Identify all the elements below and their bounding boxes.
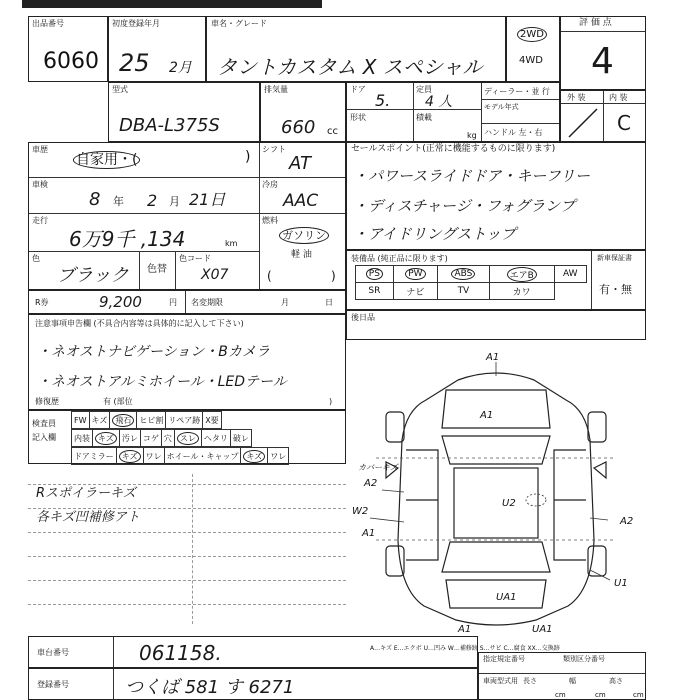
- first-registration-month: 2月: [169, 60, 192, 76]
- shaken-year: 8: [89, 189, 101, 210]
- color-label: 色: [32, 254, 40, 263]
- color-change-label: 色替: [147, 264, 167, 275]
- selling-points-label: セールスポイント(正常に機能するものに限ります): [351, 144, 556, 154]
- equip-pw: PW: [393, 266, 437, 283]
- warranty-label: 新車保証書: [597, 254, 632, 262]
- recycle-unit: 円: [169, 298, 177, 307]
- handle-label: ハンドル 左・右: [484, 128, 543, 137]
- selling-point-2: ・ディスチャージ・フォグランプ: [353, 197, 576, 215]
- wheel-rear-left: [386, 546, 404, 576]
- dealer-label: ディーラー・並 行: [484, 87, 550, 96]
- car-left-doors: [406, 450, 438, 560]
- mark-a1-hood: A1: [480, 410, 494, 421]
- selling-point-1: ・パワースライドドア・キーフリー: [353, 167, 591, 185]
- plate-number-row: [28, 668, 478, 700]
- shaken-day: 21日: [189, 190, 226, 209]
- height-label: 高さ: [609, 677, 623, 685]
- mileage-label: 走行: [32, 216, 48, 225]
- ac-value: AAC: [283, 191, 319, 211]
- insp-mirror-scratch: キズ: [116, 448, 143, 465]
- doors-value: 5.: [375, 91, 391, 110]
- insp-fw-scratch: キズ: [89, 412, 110, 429]
- insp-fw-repair: リペア跡: [166, 412, 203, 429]
- car-hood: [442, 390, 550, 428]
- insp-fw-chip: 飛石: [110, 412, 137, 429]
- displacement-unit: cc: [327, 126, 338, 137]
- color-value: ブラック: [57, 265, 129, 286]
- wheel-rear-right: [588, 546, 606, 576]
- drive-type-box: [506, 16, 560, 82]
- mark-ua1-rear: UA1: [532, 624, 553, 635]
- inspection-table: [71, 411, 222, 429]
- width-label: 幅: [569, 677, 576, 685]
- extras-label: 後日品: [351, 313, 375, 322]
- notes-box: [28, 314, 346, 410]
- insp-fw-crack: ヒビ割: [137, 412, 166, 429]
- car-outline: [398, 373, 594, 625]
- usage-label: 車歴: [32, 145, 48, 154]
- reference-box: [478, 652, 646, 700]
- color-code-label: 色コード: [179, 254, 211, 263]
- equip-airbag: エアB: [489, 266, 554, 283]
- length-label: 長さ: [523, 677, 537, 685]
- length-unit: cm: [555, 691, 566, 699]
- inspection-table-mirror: [71, 447, 289, 465]
- insp-mirror-crack: ワレ: [143, 448, 164, 465]
- chassis-number-label: 車台番号: [37, 648, 69, 657]
- size-label: 車両型式用: [483, 677, 518, 685]
- wheel-front-left: [386, 412, 404, 442]
- model-grade-box: [206, 16, 506, 82]
- chassis-number-value: 061158.: [139, 641, 222, 665]
- insp-int-wear: スレ: [174, 430, 201, 447]
- exterior-interior-box: [560, 90, 646, 142]
- car-windshield: [442, 436, 550, 464]
- insp-int-sag: ヘタリ: [201, 430, 230, 447]
- inspection-block: [28, 410, 346, 464]
- equipment-table: [355, 265, 587, 300]
- selling-points-box: [346, 142, 646, 250]
- color-code-value: X07: [201, 267, 229, 283]
- inspector-label-2: 記入欄: [32, 433, 56, 442]
- load-unit: kg: [467, 131, 477, 140]
- capacity-label: 定員: [416, 85, 432, 94]
- notes-line-1: ・ネオストナビゲーション・Bカメラ: [37, 344, 270, 360]
- car-damage-diagram: [346, 340, 646, 640]
- insp-wheel-crack: ワレ: [268, 448, 289, 465]
- recycle-value: 9,200: [99, 293, 142, 311]
- history-block: [28, 142, 346, 290]
- equipment-box: [346, 250, 646, 310]
- drive-4wd: 4WD: [519, 55, 543, 66]
- shaken-year-unit: 年: [113, 195, 124, 208]
- equip-navi: ナビ: [393, 283, 437, 300]
- stock-number: 6060: [43, 49, 99, 74]
- insp-int-tear: 破レ: [230, 430, 251, 447]
- type-label: 型式: [112, 85, 128, 94]
- first-registration-label: 初度登録年月: [112, 19, 160, 28]
- recycle-label: R券: [35, 298, 49, 307]
- insp-int-dirt: 汚レ: [119, 430, 140, 447]
- usage-close: ): [245, 149, 251, 165]
- fuel-value: ガソリン: [279, 227, 329, 243]
- repair-history-value: 有 (部位: [103, 397, 133, 406]
- inspection-table-interior: [71, 429, 252, 447]
- insp-interior: 内装: [72, 430, 93, 447]
- extras-box: [346, 310, 646, 340]
- free-note-line-2: 各キズ凹補修アト: [36, 510, 140, 525]
- notes-label: 注意事項申告欄 (不具合内容等は具体的に記入して下さい): [35, 319, 244, 328]
- score-label: 評 価 点: [579, 18, 612, 28]
- repair-history-close: ): [329, 397, 333, 406]
- interior-score: C: [617, 111, 631, 135]
- doors-label: ドア: [350, 85, 366, 94]
- overall-score: 4: [591, 41, 614, 82]
- equip-sr: SR: [356, 283, 394, 300]
- car-right-doors: [554, 450, 586, 560]
- width-unit: cm: [595, 691, 606, 699]
- insp-mirror: ドアミラー: [72, 448, 117, 465]
- score-box: [560, 16, 646, 90]
- mark-u2-roof: U2: [502, 498, 516, 509]
- name-change-day: 日: [325, 298, 333, 307]
- name-change-month: 月: [281, 298, 289, 307]
- recycle-row: [28, 290, 346, 314]
- reference-label-2: 類別区分番号: [563, 655, 605, 663]
- ac-label: 冷房: [262, 180, 278, 189]
- first-registration-box: [108, 16, 206, 82]
- warranty-value: 有・無: [599, 283, 632, 296]
- mileage-value: 6万9千 ,134: [69, 227, 186, 251]
- equip-ps: PS: [356, 266, 394, 283]
- equip-tv: TV: [438, 283, 490, 300]
- load-label: 積載: [416, 113, 432, 122]
- fuel-other: (: [267, 269, 272, 283]
- fuel-label: 燃料: [262, 216, 278, 225]
- wheel-front-right: [588, 412, 606, 442]
- insp-int-burn: コゲ: [140, 430, 161, 447]
- car-rear-glass: [442, 542, 550, 572]
- model-grade-label: 車名・グレード: [211, 19, 267, 28]
- mark-w2-left: W2: [352, 506, 369, 517]
- mark-u1-right: U1: [614, 578, 628, 589]
- shift-label: シフト: [262, 145, 286, 154]
- chassis-number-row: [28, 636, 478, 668]
- insp-int-hole: 穴: [161, 430, 174, 447]
- model-year-label: モデル年式: [484, 103, 519, 111]
- insp-wheel: ホイール・キャップ: [164, 448, 241, 465]
- equip-leather: カワ: [489, 283, 554, 300]
- height-unit: cm: [633, 691, 644, 699]
- reference-label-1: 指定規定番号: [483, 655, 525, 663]
- diesel-label: 軽 油: [291, 250, 312, 260]
- doors-capacity-box: [346, 82, 560, 142]
- capacity-value: 4 人: [425, 94, 453, 110]
- shaken-month: 2: [147, 191, 158, 210]
- top-header-strip: [22, 0, 322, 8]
- selling-point-3: ・アイドリングストップ: [353, 225, 516, 243]
- insp-fw-replace: X要: [203, 412, 221, 429]
- model-grade-value: タントカスタム X スペシャル: [217, 55, 483, 79]
- drive-2wd: 2WD: [517, 27, 547, 42]
- plate-number-label: 登録番号: [37, 680, 69, 689]
- displacement-label: 排気量: [264, 85, 288, 94]
- shaken-month-unit: 月: [169, 195, 180, 208]
- name-change-label: 名変期限: [191, 298, 223, 307]
- usage-value: 自家用・(: [73, 149, 140, 169]
- mark-a1-front: A1: [486, 352, 500, 363]
- displacement-box: [260, 82, 346, 142]
- type-value: DBA-L375S: [119, 115, 220, 136]
- first-registration-year: 25: [119, 49, 150, 77]
- fuel-other-close: ): [331, 269, 336, 283]
- mark-a2-right: A2: [620, 516, 634, 527]
- car-roof: [454, 468, 538, 538]
- shape-label: 形状: [350, 113, 366, 122]
- plate-number-value: つくば 581 す 6271: [125, 677, 295, 698]
- mark-cover: カバーキズ: [358, 463, 398, 472]
- stock-number-box: [28, 16, 108, 82]
- mark-a2-left: A2: [364, 478, 378, 489]
- mark-ua1-tail: UA1: [496, 592, 517, 603]
- equipment-label: 装備品 (純正品に限ります): [351, 254, 448, 263]
- stock-number-label: 出品番号: [32, 19, 64, 28]
- mark-a1-left: A1: [362, 528, 376, 539]
- displacement-value: 660: [281, 117, 316, 138]
- insp-fw: FW: [72, 412, 90, 429]
- notes-line-2: ・ネオストアルミホイール・LEDテール: [37, 374, 287, 390]
- free-notes-area: [28, 464, 346, 634]
- equip-aw: AW: [554, 266, 586, 283]
- inspector-label-1: 検査員: [32, 419, 56, 428]
- interior-label: 内 装: [609, 93, 628, 102]
- shift-value: AT: [289, 153, 311, 174]
- type-box: [108, 82, 260, 142]
- diagram-legend: A…キズ E…エクボ U…凹み W…補修跡 S…サビ C…腐食 XX…交換跡: [370, 645, 560, 652]
- insp-wheel-scratch: キズ: [241, 448, 268, 465]
- exterior-score-slash: [565, 107, 601, 139]
- repair-history-label: 修復歴: [35, 397, 59, 406]
- mileage-unit: km: [225, 239, 238, 248]
- free-note-line-1: Rスポイラーキズ: [36, 486, 136, 501]
- exterior-label: 外 装: [567, 93, 586, 102]
- equip-abs: ABS: [438, 266, 490, 283]
- shaken-label: 車検: [32, 180, 48, 189]
- mark-a1-rear: A1: [458, 624, 472, 635]
- insp-int-scratch: キズ: [93, 430, 120, 447]
